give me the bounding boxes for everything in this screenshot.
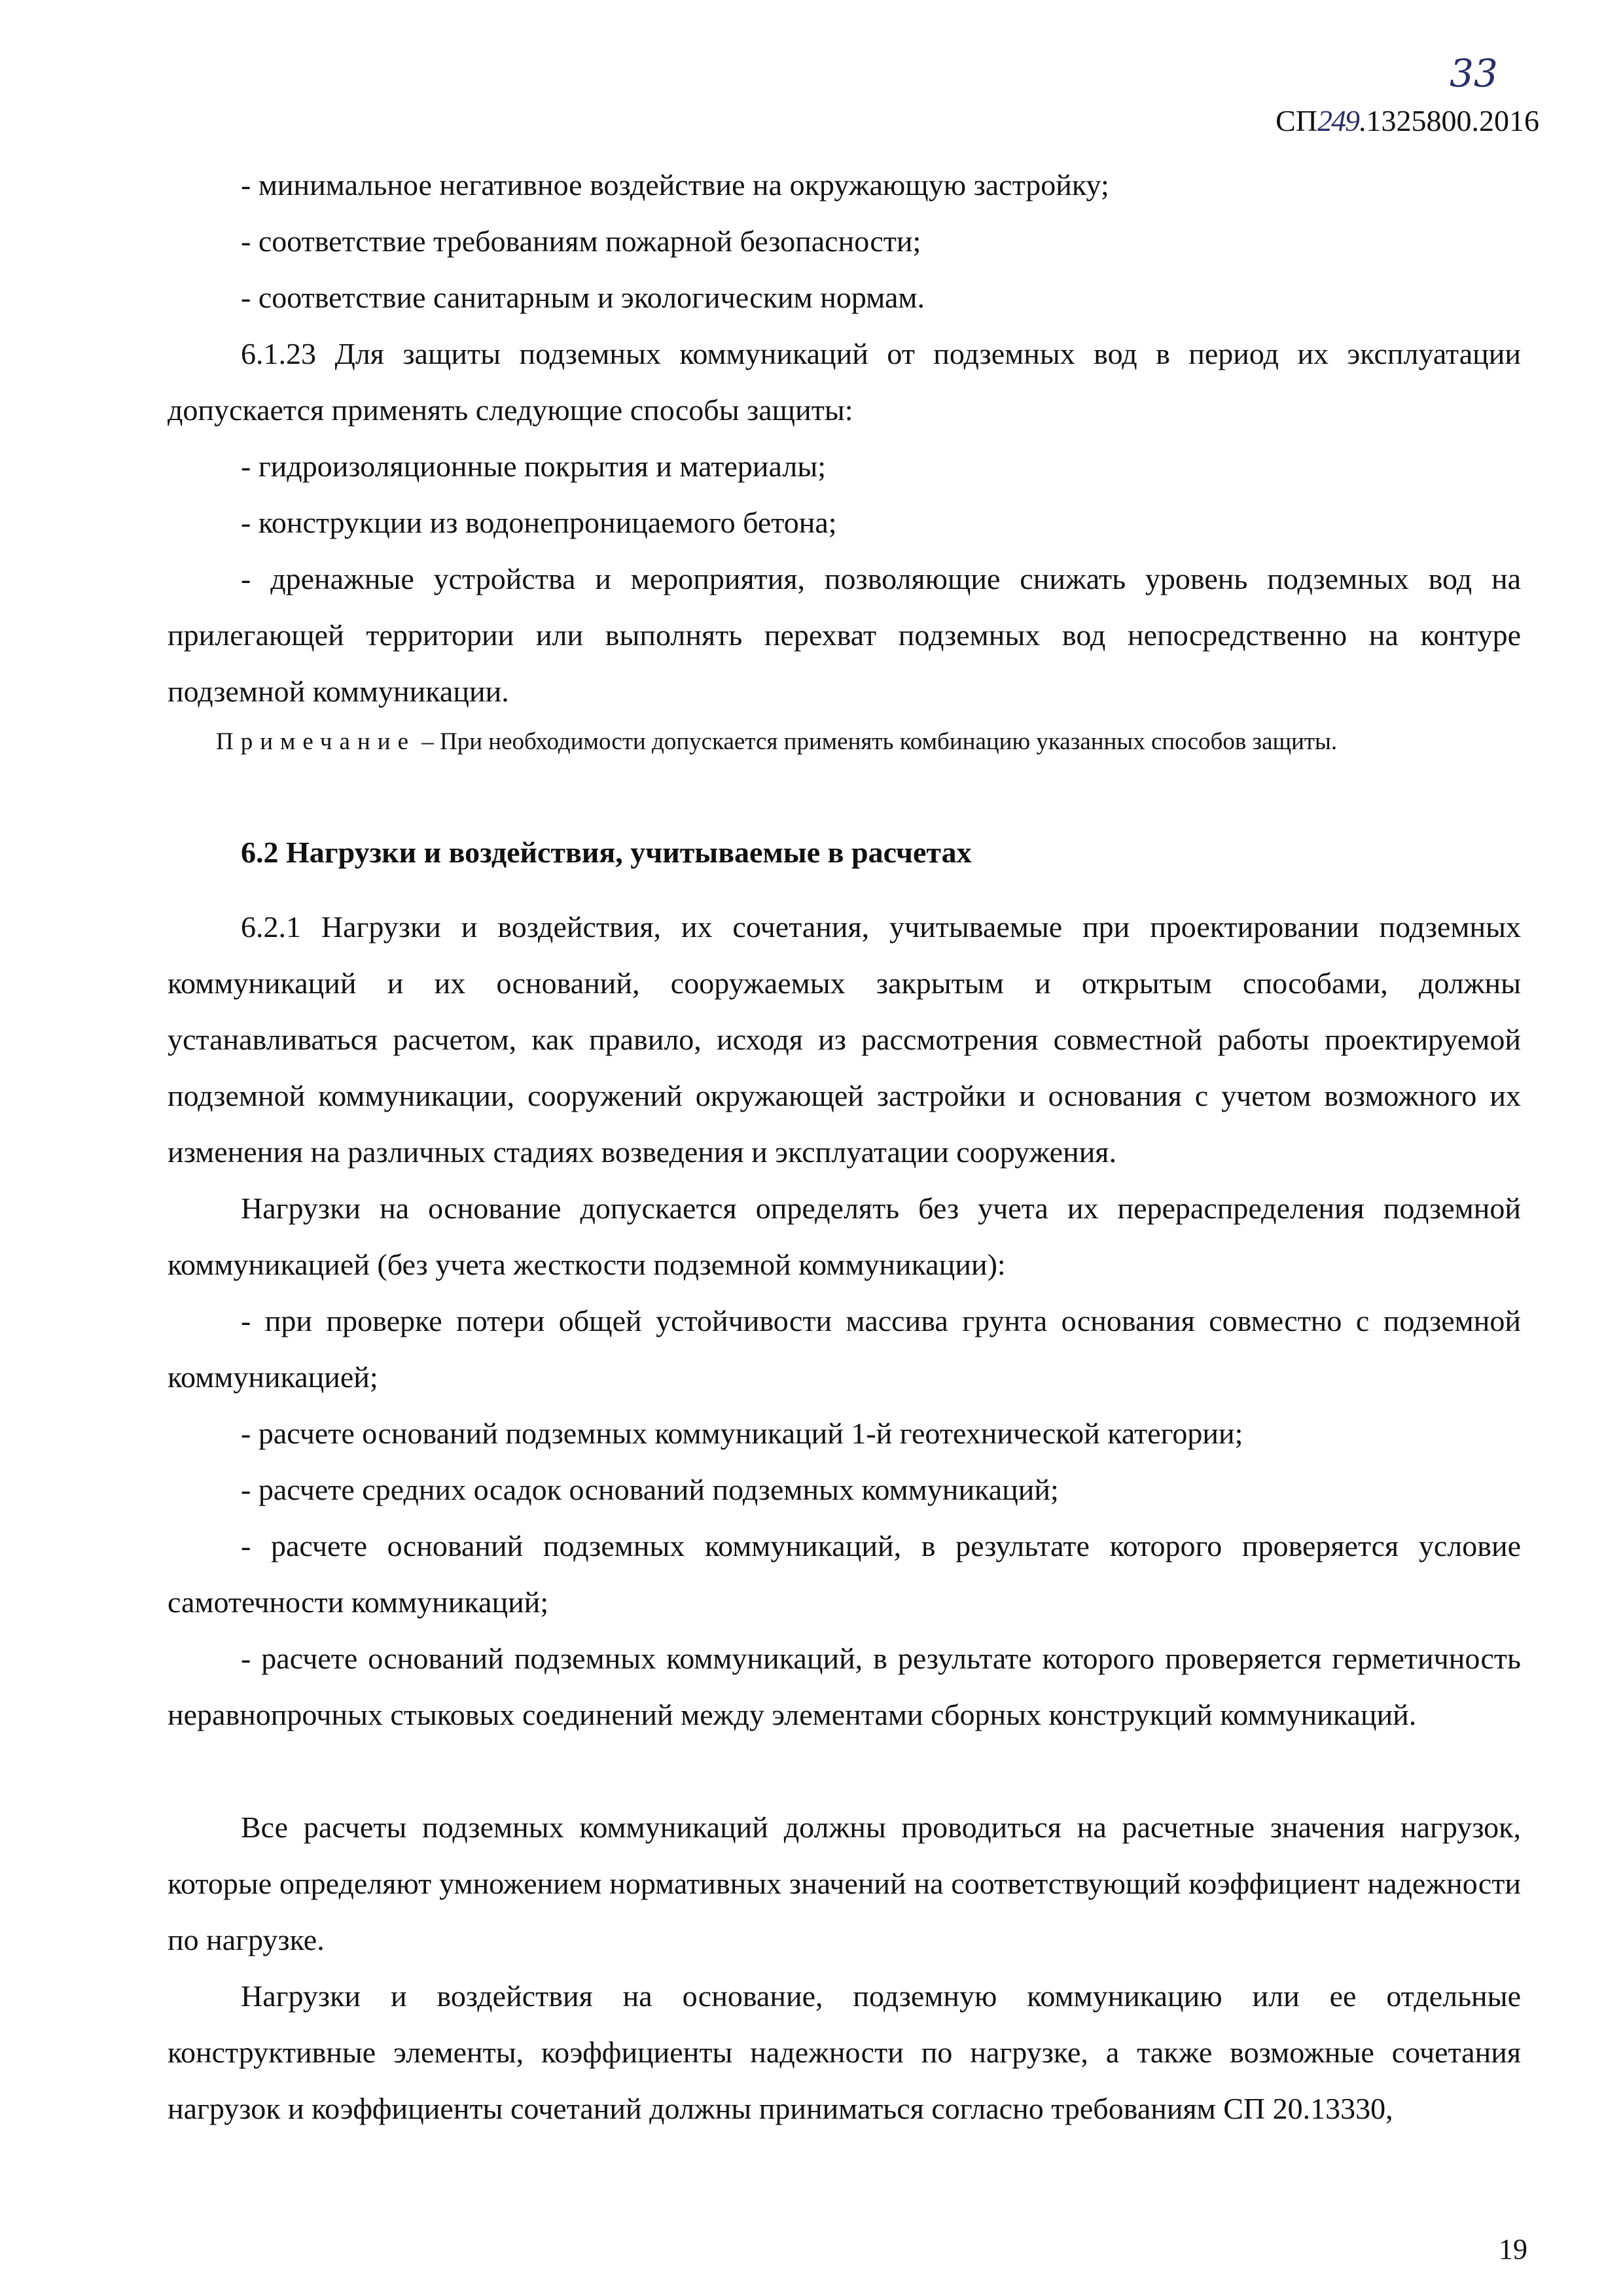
paragraph-all-calculations: Все расчеты подземных коммуникаций должны проводиться на расчетные значения нагрузок, которые определяют умножением нормативных значений на соответствующий коэффициент надежности по нагрузке. <box>168 1810 1521 1956</box>
paragraph-loads-base: Нагрузки на основание допускается определять без учета их перераспределения подземной коммуникацией (без учета жесткости подземной коммуникации): <box>168 1192 1521 1281</box>
paragraph-gravity-flow: - расчете оснований подземных коммуникаций, в результате которого проверяется условие самотечности коммуникаций; <box>168 1529 1521 1619</box>
list-item: - минимальное негативное воздействие на окружающую застройку; <box>241 168 1109 202</box>
handwritten-page-number: 33 <box>1450 51 1498 96</box>
paragraph-loads-combinations: Нагрузки и воздействия на основание, подземную коммуникацию или ее отдельные конструктивные элементы, коэффициенты надежности по нагрузке, а также возможные сочетания нагрузок и коэффициенты сочетаний должны приниматься согласно требованиям СП 20.13330, <box>168 1979 1521 2125</box>
list-item: - конструкции из водонепроницаемого бетона; <box>241 506 837 539</box>
note <box>216 728 1337 756</box>
paragraph-check-stability: - при проверке потери общей устойчивости массива грунта основания совместно с подземной коммуникацией; <box>168 1304 1521 1394</box>
list-item: - соответствие требованиям пожарной безопасности; <box>241 224 921 258</box>
document-code-rest: .1325800.2016 <box>1359 104 1539 137</box>
paragraph-tightness: - расчете оснований подземных коммуникаций, в результате которого проверяется герметичность неравнопрочных стыковых соединений между элементами сборных конструкций коммуникаций. <box>168 1642 1521 1731</box>
paragraph-drainage: - дренажные устройства и мероприятия, позволяющие снижать уровень подземных вод на прилегающей территории или выполнять перехват подземных вод непосредственно на контуре подземной коммуникации. <box>168 562 1521 708</box>
document-code <box>1275 103 1539 138</box>
section-heading: 6.2 Нагрузки и воздействия, учитываемые в расчетах <box>241 836 972 869</box>
list-item: - гидроизоляционные покрытия и материалы; <box>241 450 827 483</box>
list-item: - расчете средних осадок оснований подземных коммуникаций; <box>241 1473 1059 1506</box>
note-label: Примечание <box>216 728 416 755</box>
document-code-prefix: СП <box>1275 104 1317 137</box>
note-text: – При необходимости допускается применять комбинацию указанных способов защиты. <box>416 728 1338 755</box>
document-code-handwritten-number: 249 <box>1317 104 1359 137</box>
paragraph-6-1-23: 6.1.23 Для защиты подземных коммуникаций от подземных вод в период их эксплуатации допускается применять следующие способы защиты: <box>168 337 1521 427</box>
list-item: - соответствие санитарным и экологическим нормам. <box>241 281 925 314</box>
page-number: 19 <box>1499 2233 1527 2265</box>
list-item: - расчете оснований подземных коммуникаций 1-й геотехнической категории; <box>241 1417 1243 1450</box>
paragraph-6-2-1: 6.2.1 Нагрузки и воздействия, их сочетания, учитываемые при проектировании подземных коммуникаций и их оснований, сооружаемых закрытым и открытым способами, должны устанавливаться расчетом, как правило, исходя из рассмотрения совместной работы проектируемой подземной коммуникации, сооружений окружающей застройки и основания с учетом возможного их изменения на различных стадиях возведения и эксплуатации сооружения. <box>168 910 1521 1169</box>
